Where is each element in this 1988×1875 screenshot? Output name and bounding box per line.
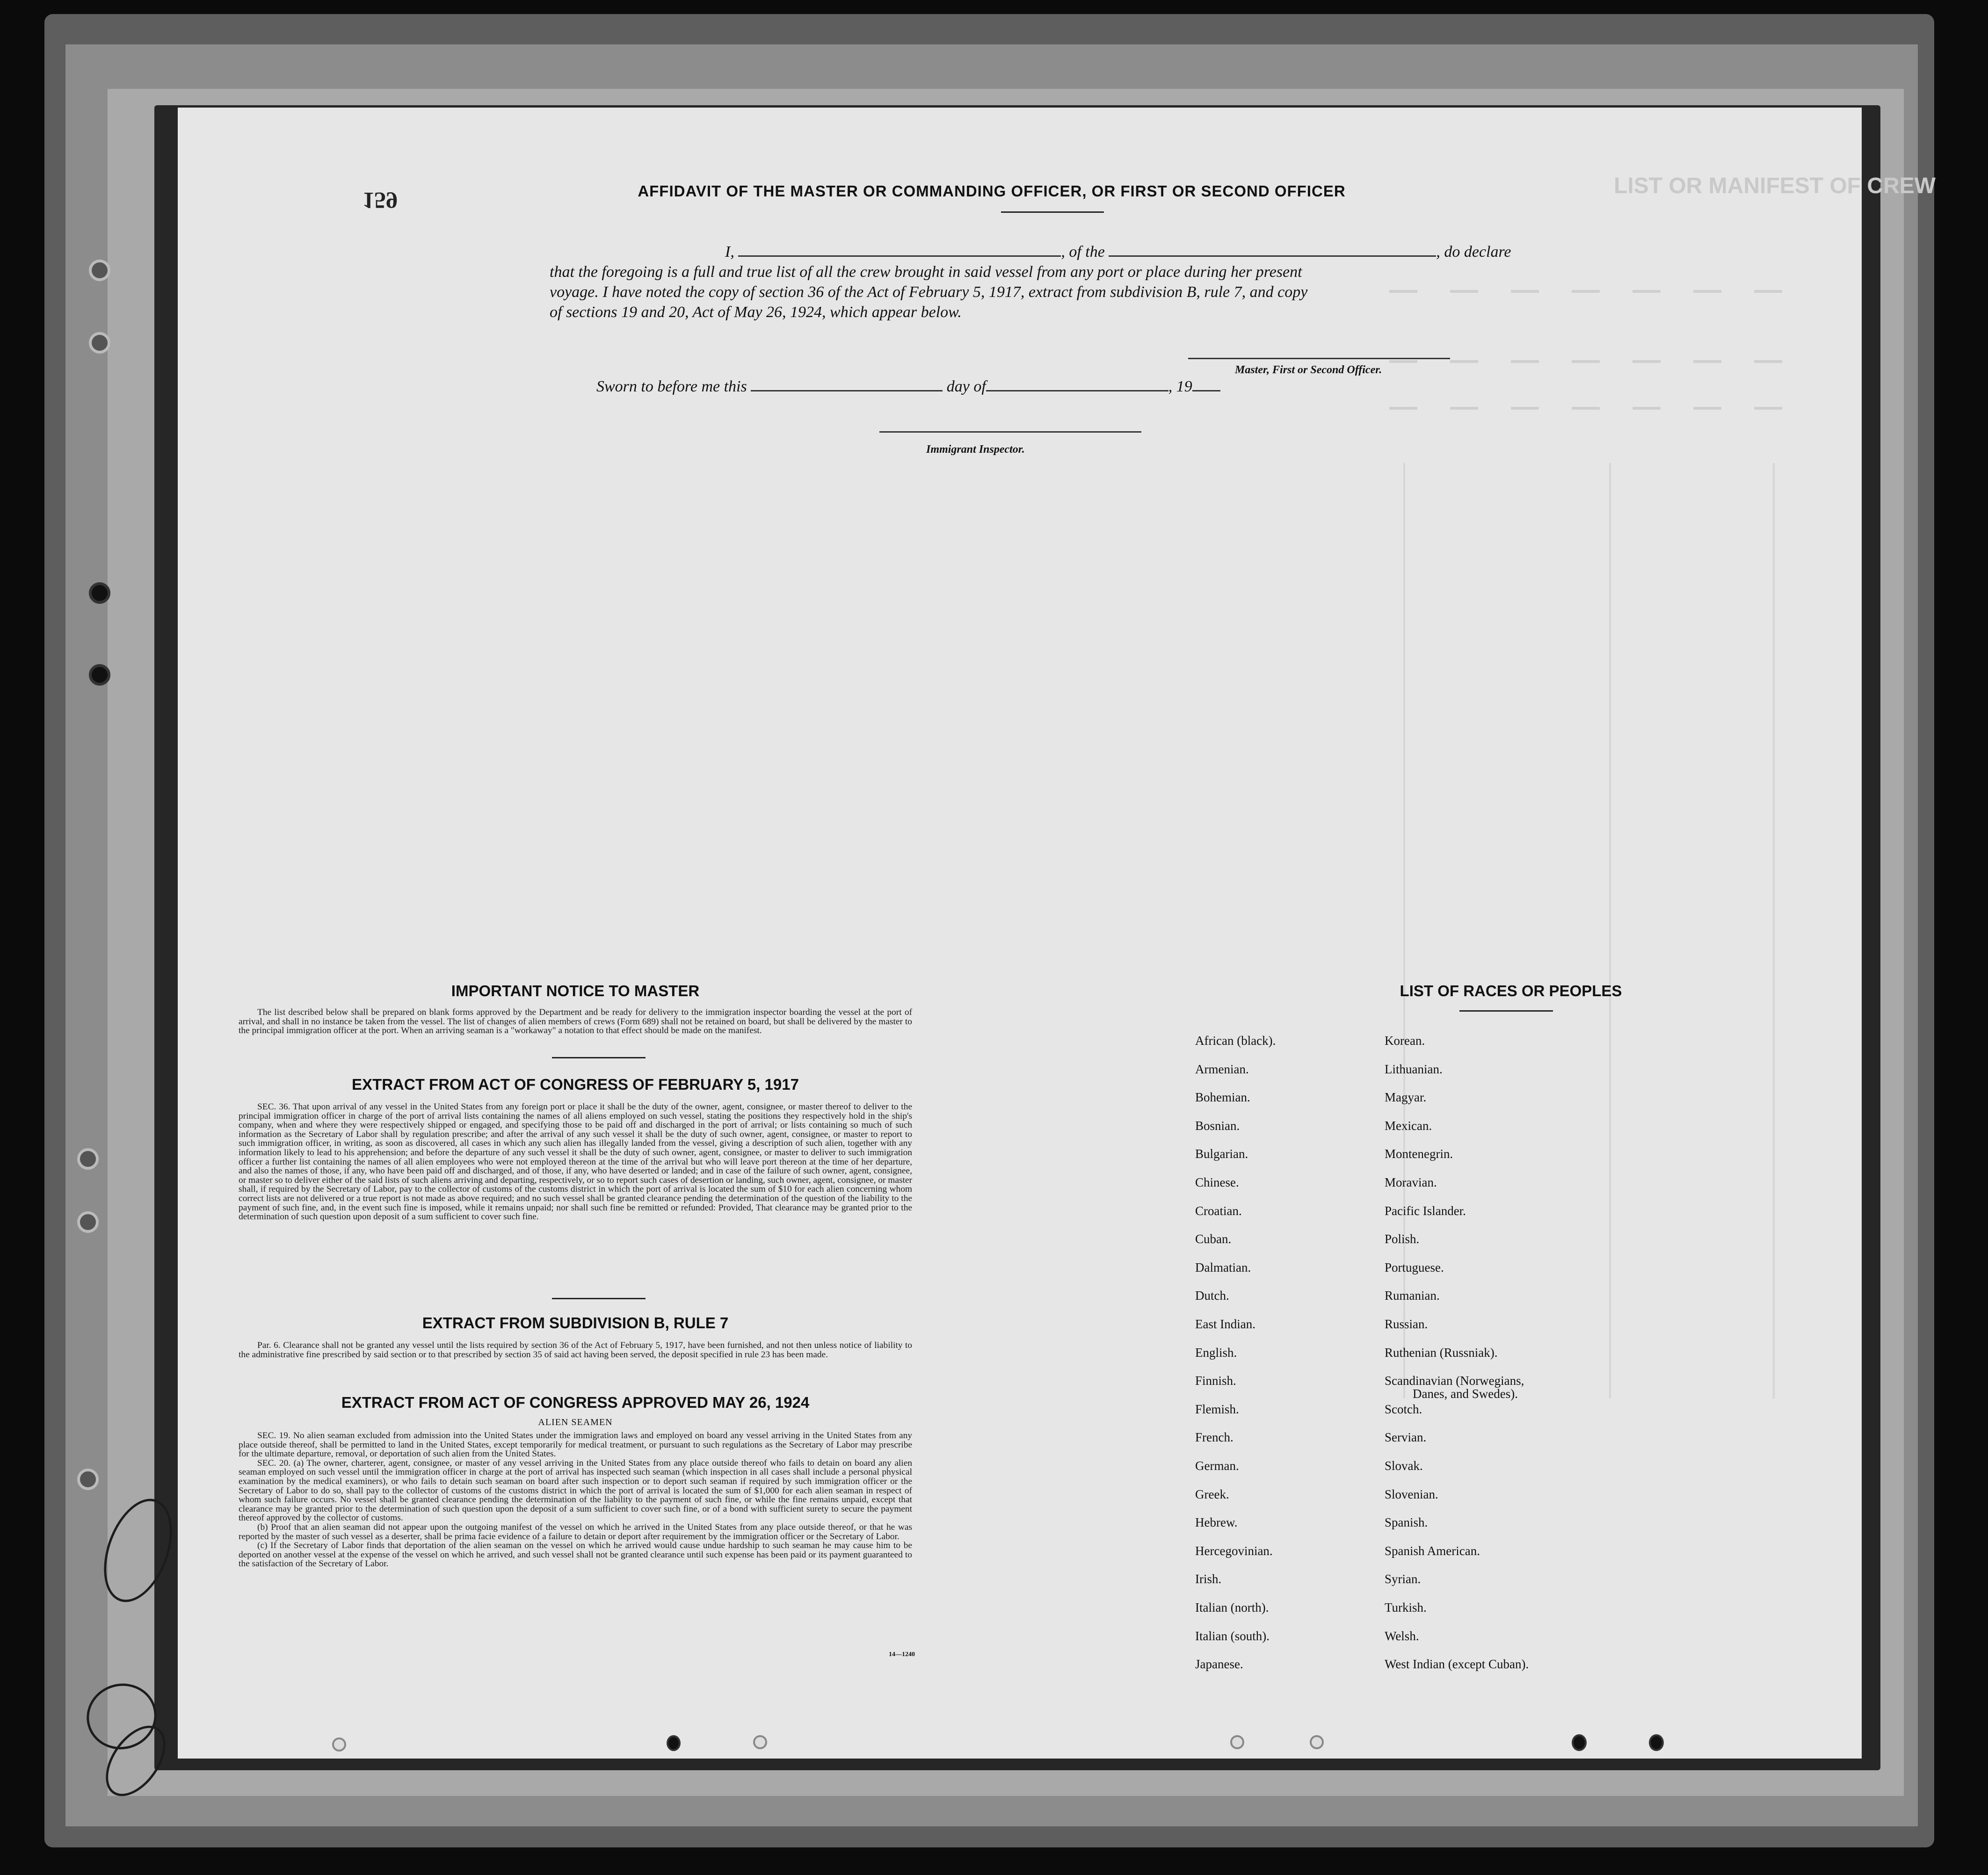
race-item: Slovenian. [1385, 1487, 1438, 1501]
race-item: German. [1195, 1459, 1239, 1473]
rule7-text [239, 1341, 912, 1359]
section-rule [552, 1057, 646, 1058]
title-rule [1001, 211, 1104, 213]
sworn-day-blank[interactable] [751, 390, 943, 391]
affidavit-title: AFFIDAVIT OF THE MASTER OR COMMANDING OFFICER, OR FIRST OR SECOND OFFICER [638, 182, 1346, 200]
notice-text [239, 1008, 912, 1035]
race-item: Russian. [1385, 1317, 1428, 1331]
punch-hole [1649, 1734, 1664, 1751]
extract-1924-heading: EXTRACT FROM ACT OF CONGRESS APPROVED MAY 26, 1924 [341, 1394, 810, 1411]
punch-hole [77, 1469, 99, 1490]
race-item: Bohemian. [1195, 1090, 1250, 1105]
race-item: Greek. [1195, 1487, 1229, 1501]
punch-hole [753, 1735, 767, 1749]
race-item: East Indian. [1195, 1317, 1255, 1331]
sworn-month-prefix: day of [946, 378, 986, 395]
race-item: Magyar. [1385, 1090, 1427, 1105]
bleed-through-column [1609, 463, 1611, 1398]
vessel-prefix: , of the [1061, 243, 1105, 261]
sec-20b-paragraph: (b) Proof that an alien seaman did not appear upon the outgoing manifest of the vessel on which he arrived in the United States from any place outside thereof, or that he was reported by the master of such vessel as a deserter, shall be prima facie evidence of a failure to detain or deport after requirement by the immigration officer or the Secretary of Labor. [239, 1522, 912, 1542]
race-item: Dalmatian. [1195, 1260, 1251, 1274]
sec-19-paragraph: SEC. 19. No alien seaman excluded from admission into the United States under the immigration laws and employed on board any vessel arriving in the United States from any place outside thereof, shall be permitted to land in the United States, except temporarily for medical treatment, or pursuant to such regulations as the Secretary of Labor may prescribe for the ultimate departure, removal, or deportation of such alien from the United States. [239, 1431, 912, 1459]
affidavit-line-3: voyage. I have noted the copy of section 36 of the Act of February 5, 1917, extract from subdivision B, rule 7, and copy [550, 283, 1308, 301]
race-item: Flemish. [1195, 1402, 1239, 1416]
sworn-year-blank[interactable] [1192, 390, 1220, 391]
punch-hole [89, 664, 110, 686]
race-item: Armenian. [1195, 1062, 1249, 1076]
declarant-name-blank[interactable] [738, 255, 1061, 257]
race-item: Scandinavian (Norwegians, [1385, 1374, 1524, 1388]
rule7-heading: EXTRACT FROM SUBDIVISION B, RULE 7 [422, 1314, 729, 1332]
bleed-through-line [1389, 407, 1792, 410]
notice-paragraph: The list described below shall be prepared on blank forms approved by the Department and be ready for delivery to the immigration inspector boarding the vessel at the port of arrival, and shall in no instance be taken from the vessel. The list of changes of alien members of crews (Form 689) shall not be retained on board, but shall be delivered by the master to the principal immigration officer at the port. When an arriving seaman is a "workaway" a notation to that effect should be made on the manifest. [239, 1007, 912, 1036]
race-item: Bosnian. [1195, 1118, 1240, 1133]
races-rule [1459, 1010, 1553, 1012]
race-item: West Indian (except Cuban). [1385, 1657, 1529, 1672]
race-item: Hebrew. [1195, 1515, 1238, 1530]
race-item: Rumanian. [1385, 1289, 1440, 1303]
section-rule [552, 1298, 646, 1299]
declarant-prefix: I, [725, 243, 734, 261]
extract-1924-text [239, 1431, 912, 1569]
race-item: Moravian. [1385, 1175, 1437, 1189]
declare-suffix: , do declare [1436, 243, 1511, 261]
vessel-name-blank[interactable] [1109, 255, 1436, 257]
race-item: Spanish. [1385, 1515, 1428, 1530]
race-item: Irish. [1195, 1572, 1222, 1586]
bleed-through-column [1403, 463, 1405, 1398]
sworn-prefix: Sworn to before me this [596, 378, 747, 395]
race-item: Spanish American. [1385, 1543, 1480, 1558]
punch-hole [77, 1211, 99, 1233]
bleed-through-column [1773, 463, 1775, 1398]
races-heading: LIST OF RACES OR PEOPLES [1400, 982, 1622, 999]
sworn-month-blank[interactable] [986, 390, 1168, 391]
race-item: Italian (south). [1195, 1629, 1270, 1643]
punch-hole [332, 1737, 346, 1752]
race-item: Croatian. [1195, 1203, 1242, 1218]
affidavit-line-1 [725, 243, 1511, 261]
master-signature-line[interactable] [1188, 358, 1450, 359]
race-item: Italian (north). [1195, 1600, 1269, 1614]
affidavit-line-2: that the foregoing is a full and true list of all the crew brought in said vessel from any port or place during her present [550, 263, 1302, 281]
punch-hole [1572, 1734, 1587, 1751]
sec-36-paragraph: SEC. 36. That upon arrival of any vessel in the United States from any foreign port or place it shall be the duty of the owner, agent, consignee, or master thereof to deliver to the principal immigration officer in charge of the port of arrival lists containing the names of all aliens employed on such vessel, stating the positions they respectively hold in the ship's company, when and where they were respectively shipped or engaged, and specifying those to be paid off and discharged in the port of arrival; or lists containing so much of such information as the Secretary of Labor shall by regulation prescribe; and after the arrival of any such vessel it shall be the duty of such owner, agent, consignee, or master to report to such immigration officer, in writing, as soon as discovered, all cases in which any such alien has illegally landed from the vessel, giving a description of such alien, together with any information likely to lead to his apprehension; and before the departure of any such vessel it shall be the duty of such owner, agent, consignee, or master to deliver to such immigration officer a further list containing the names of all alien employees who were not employed thereon at the time of the arrival but who will leave port thereon at the time of her departure, and also the names of those, if any, who have been paid off and discharged, and of those, if any, who have deserted or landed; and in case of the failure of such owner, agent, consignee, or master so to deliver either of the said lists of such aliens arriving and departing, respectively, or so to report such cases of desertion or landing, such owner, agent, consignee, or master shall, if required by the Secretary of Labor, pay to the collector of customs of the customs district in which the port of arrival is located the sum of $10 for each alien concerning whom correct lists are not delivered or a true report is not made as above required; and no such vessel shall be granted clearance pending the determination of the question of the liability to the payment of such fine, and, in the event such fine is imposed, while it remains unpaid; nor shall such fine be remitted or refunded: Provided, That clearance may be granted prior to the determination of such question upon deposit of a sum sufficient to cover such fine. [239, 1102, 912, 1222]
race-item: Hercegovinian. [1195, 1543, 1273, 1558]
race-item: Polish. [1385, 1232, 1420, 1246]
par-6-paragraph: Par. 6. Clearance shall not be granted any vessel until the lists required by section 36 of the Act of February 5, 1917, have been furnished, and not then unless notice of liability to the administrative fine prescribed by said section or to that prescribed by section 35 of said act having been served, the deposit specified in rule 23 has been made. [239, 1340, 912, 1360]
race-item: Danes, and Swedes). [1413, 1387, 1518, 1401]
race-item: French. [1195, 1430, 1233, 1445]
race-item: Lithuanian. [1385, 1062, 1443, 1076]
race-item: Syrian. [1385, 1572, 1421, 1586]
punch-hole [89, 582, 110, 604]
punch-hole [1310, 1735, 1324, 1749]
race-item: Cuban. [1195, 1232, 1232, 1246]
extract-1917-text [239, 1102, 912, 1222]
sworn-line [596, 378, 1220, 396]
race-item: Japanese. [1195, 1657, 1243, 1672]
manifest-sheet [178, 108, 1936, 1759]
race-item: Pacific Islander. [1385, 1203, 1466, 1218]
race-item: Portuguese. [1385, 1260, 1444, 1274]
race-item: Mexican. [1385, 1118, 1432, 1133]
inspector-signature-label: Immigrant Inspector. [926, 443, 1025, 456]
punch-hole [667, 1735, 681, 1751]
punch-hole [89, 260, 110, 281]
bleed-through-line [1389, 360, 1792, 363]
folio-number: 159 [363, 188, 398, 214]
punch-hole [77, 1148, 99, 1170]
race-item: English. [1195, 1345, 1237, 1360]
race-item: Korean. [1385, 1034, 1425, 1048]
extract-1917-heading: EXTRACT FROM ACT OF CONGRESS OF FEBRUARY 5, 1917 [352, 1076, 799, 1093]
affidavit-line-4: of sections 19 and 20, Act of May 26, 1924, which appear below. [550, 304, 962, 321]
alien-seamen-subheading: ALIEN SEAMEN [538, 1417, 613, 1427]
master-signature-label: Master, First or Second Officer. [1235, 364, 1382, 376]
notice-heading: IMPORTANT NOTICE TO MASTER [451, 982, 700, 999]
sec-20a-paragraph: SEC. 20. (a) The owner, charterer, agent, consignee, or master of any vessel arriving in the United States from any place outside thereof who fails to detain on board any alien seaman employed on such vessel until the immigration officer in charge at the port of arrival has inspected such seaman (which inspection in all cases shall include a personal physical examination by the medical examiners), or who fails to detain such seaman on board after such inspection or to deport such seaman if required by such immigration officer or the Secretary of Labor to do so, shall pay to the collector of customs of the customs district in which the port of arrival is located the sum of $1,000 for each alien seaman in respect of whom such failure occurs. No vessel shall be granted clearance pending the determination of the liability to the payment of such fine, or while the fine remains unpaid, except that clearance may be granted prior to the determination of such question upon the deposit of a sum sufficient to cover such fine, or of a bond with sufficient surety to secure the payment thereof approved by the collector of customs. [239, 1458, 912, 1523]
race-item: African (black). [1195, 1034, 1276, 1048]
race-item: Turkish. [1385, 1600, 1427, 1614]
race-item: Welsh. [1385, 1629, 1419, 1643]
race-item: Finnish. [1195, 1374, 1236, 1388]
inspector-signature-line[interactable] [879, 431, 1141, 433]
bleed-through-heading: LIST OR MANIFEST OF CREW [1614, 174, 1936, 198]
race-item: Servian. [1385, 1430, 1427, 1445]
race-item: Montenegrin. [1385, 1147, 1453, 1161]
punch-hole [89, 332, 110, 354]
form-number: 14—1240 [889, 1651, 915, 1658]
bleed-through-line [1389, 290, 1792, 293]
sworn-year-prefix: , 19 [1168, 378, 1192, 395]
race-item: Ruthenian (Russniak). [1385, 1345, 1498, 1360]
race-item: Scotch. [1385, 1402, 1422, 1416]
race-item: Dutch. [1195, 1289, 1229, 1303]
sec-20c-paragraph: (c) If the Secretary of Labor finds that deportation of the alien seaman on the vessel on which he arrived would cause undue hardship to such seaman he may cause him to be deported on another vessel at the expense of the vessel on which he arrived, and such vessel shall not be granted clearance until such expense has been paid or its payment guaranteed to the satisfaction of the Secretary of Labor. [239, 1541, 912, 1569]
race-item: Chinese. [1195, 1175, 1239, 1189]
race-item: Slovak. [1385, 1459, 1423, 1473]
race-item: Bulgarian. [1195, 1147, 1248, 1161]
punch-hole [1230, 1735, 1244, 1749]
